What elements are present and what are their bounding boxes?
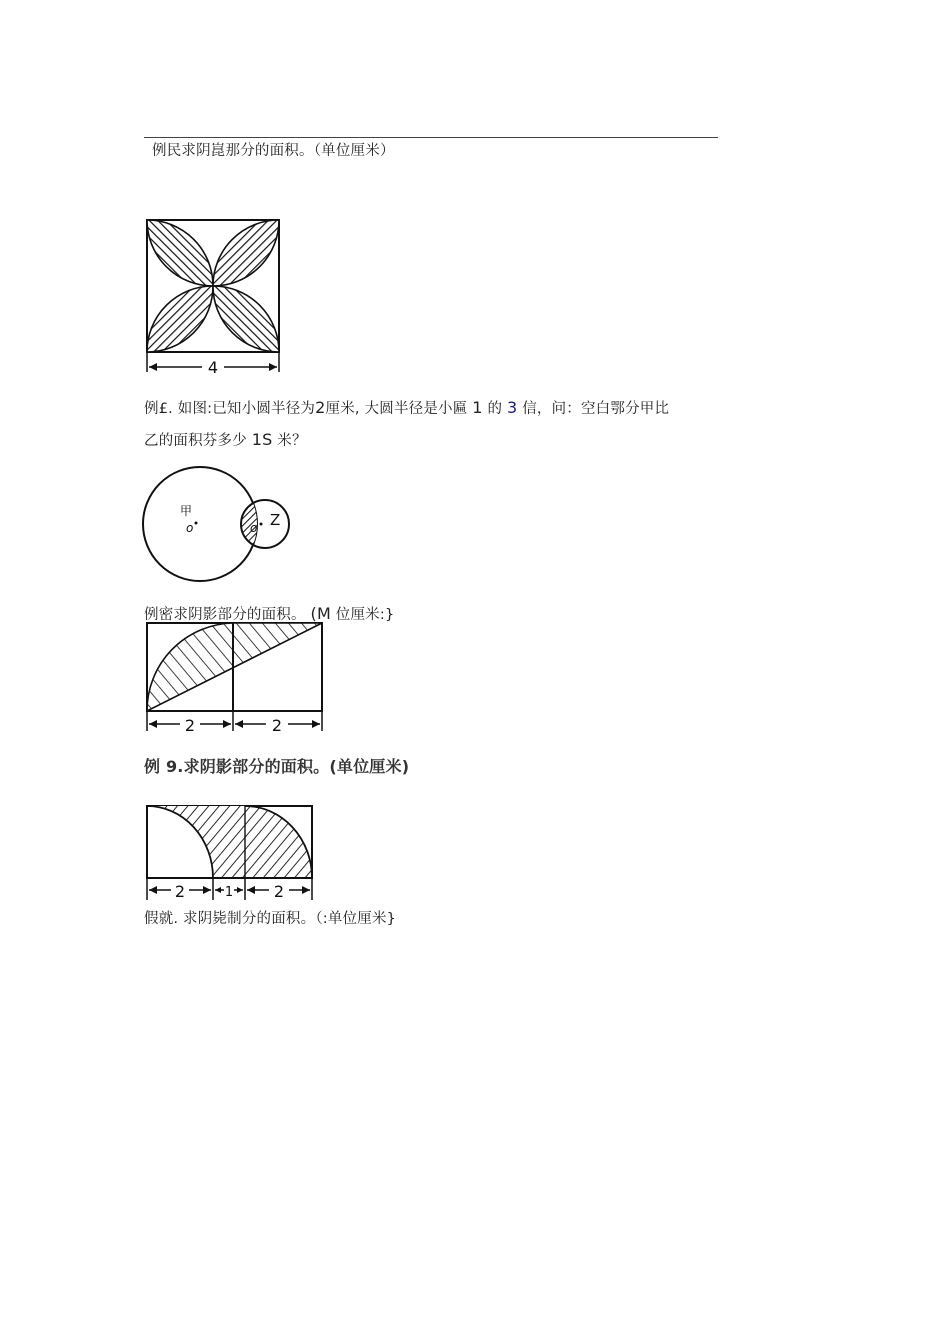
example-10-text: 假就. 求阴毙制分的面积。（:单位厘米}	[144, 911, 397, 927]
example-mi-text: 例密求阴影部分的面积。 (M 位厘米:}	[144, 604, 395, 623]
example-9-figure	[140, 800, 325, 910]
label-yi: Z	[270, 511, 281, 529]
example-7-text: 例民求阴崑那分的面积。（单位厘米）	[152, 143, 395, 159]
dimension-b: 1	[224, 885, 234, 900]
dimension-left: 2	[184, 716, 196, 735]
large-circle	[143, 467, 257, 581]
example-8-line-2: 乙的面积芬多少 1S 米？	[144, 430, 307, 449]
dimension-label: 4	[207, 358, 219, 377]
dimension-right: 2	[271, 716, 283, 735]
example-mi-figure	[140, 618, 330, 743]
example-9-text: 例 9.求阴影部分的面积。(单位厘米)	[144, 757, 410, 776]
example-8-figure	[140, 465, 310, 585]
dimension-c: 2	[273, 882, 285, 901]
example-7-figure	[140, 212, 290, 382]
label-o-small: o	[250, 521, 258, 535]
header-rule	[144, 137, 718, 138]
label-jia: 甲	[180, 504, 193, 518]
dimension-a: 2	[174, 882, 186, 901]
example-8-line-1: 例£. 如图:已知小圆半径为2厘米, 大圆半径是小匾 1 的 3 信，问：空白鄂分甲比	[144, 398, 670, 417]
label-o-large: o	[186, 521, 194, 535]
